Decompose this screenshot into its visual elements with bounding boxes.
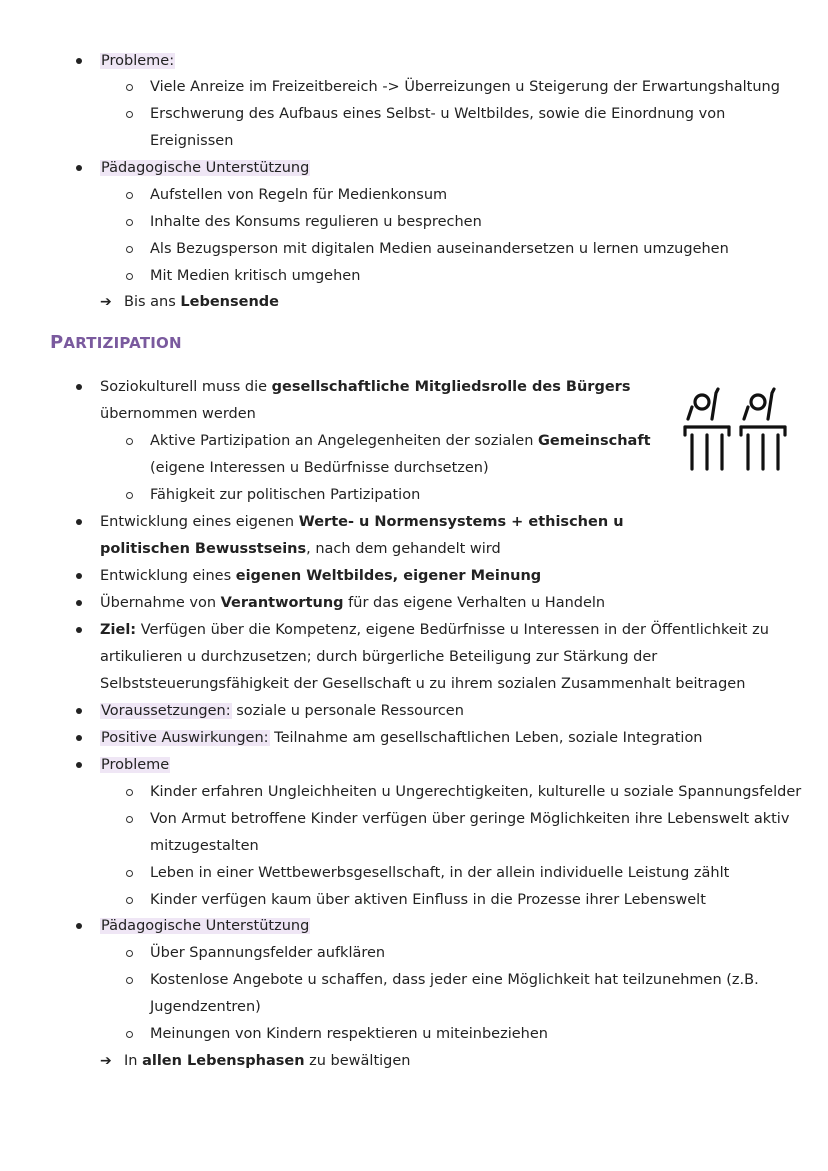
- list-item-continuation: Ereignissen: [150, 133, 234, 149]
- bullet: [76, 165, 82, 171]
- sub-bullet: [126, 438, 133, 445]
- list-item: Entwicklung eines eigenen Weltbildes, eigener Meinung: [100, 568, 542, 584]
- bullet: [76, 708, 82, 714]
- list-item: Mit Medien kritisch umgehen: [150, 268, 361, 284]
- list-item: Entwicklung eines eigenen Werte- u Normensystems + ethischen u: [100, 514, 624, 530]
- sub-bullet: [126, 789, 133, 796]
- probleme-heading: Probleme: [101, 757, 170, 773]
- list-item: Aufstellen von Regeln für Medienkonsum: [150, 187, 448, 203]
- bullet: [76, 519, 82, 525]
- list-item: Positive Auswirkungen: Teilnahme am gesellschaftlichen Leben, soziale Integration: [101, 730, 703, 746]
- list-item: Leben in einer Wettbewerbsgesellschaft, in der allein individuelle Leistung zählt: [150, 865, 730, 881]
- list-item: Soziokulturell muss die gesellschaftliche Mitgliedsrolle des Bürgers: [100, 379, 631, 395]
- list-item: Erschwerung des Aufbaus eines Selbst- u Weltbildes, sowie die Einordnung von: [150, 106, 726, 122]
- list-item-continuation: mitzugestalten: [150, 838, 259, 854]
- list-item-continuation: artikulieren u durchzusetzen; durch bürgerliche Beteiligung zur Stärkung der: [100, 649, 658, 665]
- bullet: [76, 58, 82, 64]
- list-item: Als Bezugsperson mit digitalen Medien auseinandersetzen u lernen umzugehen: [150, 241, 729, 257]
- bullet: [76, 923, 82, 929]
- list-item: Über Spannungsfelder aufklären: [150, 945, 386, 961]
- sub-bullet: [126, 870, 133, 877]
- conclusion: Bis ans Lebensende: [124, 294, 280, 310]
- list-item: Viele Anreize im Freizeitbereich -> Überreizungen u Steigerung der Erwartungshaltung: [150, 79, 780, 95]
- probleme-heading: Probleme:: [101, 53, 175, 69]
- paed-heading: Pädagogische Unterstützung: [101, 918, 310, 934]
- list-item: Fähigkeit zur politischen Partizipation: [150, 487, 421, 503]
- bullet: [76, 573, 82, 579]
- list-item-continuation: (eigene Interessen u Bedürfnisse durchsetzen): [150, 460, 489, 476]
- sub-bullet: [126, 977, 133, 984]
- list-item: Voraussetzungen: soziale u personale Ressourcen: [101, 703, 464, 719]
- bullet: [76, 762, 82, 768]
- list-item-continuation: Selbststeuerungsfähigkeit der Gesellschaft u zu ihrem sozialen Zusammenhalt beitragen: [100, 676, 746, 692]
- sub-bullet: [126, 492, 133, 499]
- sub-bullet: [126, 1031, 133, 1038]
- voting-podium-icon: [680, 383, 792, 475]
- list-item: Ziel: Verfügen über die Kompetenz, eigene Bedürfnisse u Interessen in der Öffentlichkeit zu: [100, 622, 769, 638]
- bullet: [76, 735, 82, 741]
- list-item: Inhalte des Konsums regulieren u besprechen: [150, 214, 482, 230]
- sub-bullet: [126, 111, 133, 118]
- bullet: [76, 600, 82, 606]
- section-heading: PARTIZIPATION: [50, 332, 182, 353]
- conclusion: In allen Lebensphasen zu bewältigen: [124, 1053, 411, 1069]
- list-item-continuation: Jugendzentren): [150, 999, 261, 1015]
- sub-bullet: [126, 219, 133, 226]
- sub-bullet: [126, 273, 133, 280]
- sub-bullet: [126, 950, 133, 957]
- list-item: Kinder verfügen kaum über aktiven Einfluss in die Prozesse ihrer Lebenswelt: [150, 892, 706, 908]
- list-item: Kinder erfahren Ungleichheiten u Ungerechtigkeiten, kulturelle u soziale Spannungsfelder: [150, 784, 802, 800]
- arrow-icon: ➔: [100, 1053, 112, 1069]
- sub-bullet: [126, 246, 133, 253]
- list-item: Übernahme von Verantwortung für das eigene Verhalten u Handeln: [100, 595, 606, 611]
- list-item: Aktive Partizipation an Angelegenheiten der sozialen Gemeinschaft: [150, 433, 651, 449]
- list-item-continuation: politischen Bewusstseins, nach dem gehandelt wird: [100, 541, 501, 557]
- paed-heading: Pädagogische Unterstützung: [101, 160, 310, 176]
- sub-bullet: [126, 84, 133, 91]
- sub-bullet: [126, 192, 133, 199]
- list-item: Meinungen von Kindern respektieren u miteinbeziehen: [150, 1026, 548, 1042]
- arrow-icon: ➔: [100, 294, 112, 310]
- bullet: [76, 384, 82, 390]
- list-item-continuation: übernommen werden: [100, 406, 256, 422]
- bullet: [76, 627, 82, 633]
- list-item: Kostenlose Angebote u schaffen, dass jeder eine Möglichkeit hat teilzunehmen (z.B.: [150, 972, 759, 988]
- sub-bullet: [126, 816, 133, 823]
- list-item: Von Armut betroffene Kinder verfügen über geringe Möglichkeiten ihre Lebenswelt aktiv: [150, 811, 790, 827]
- sub-bullet: [126, 897, 133, 904]
